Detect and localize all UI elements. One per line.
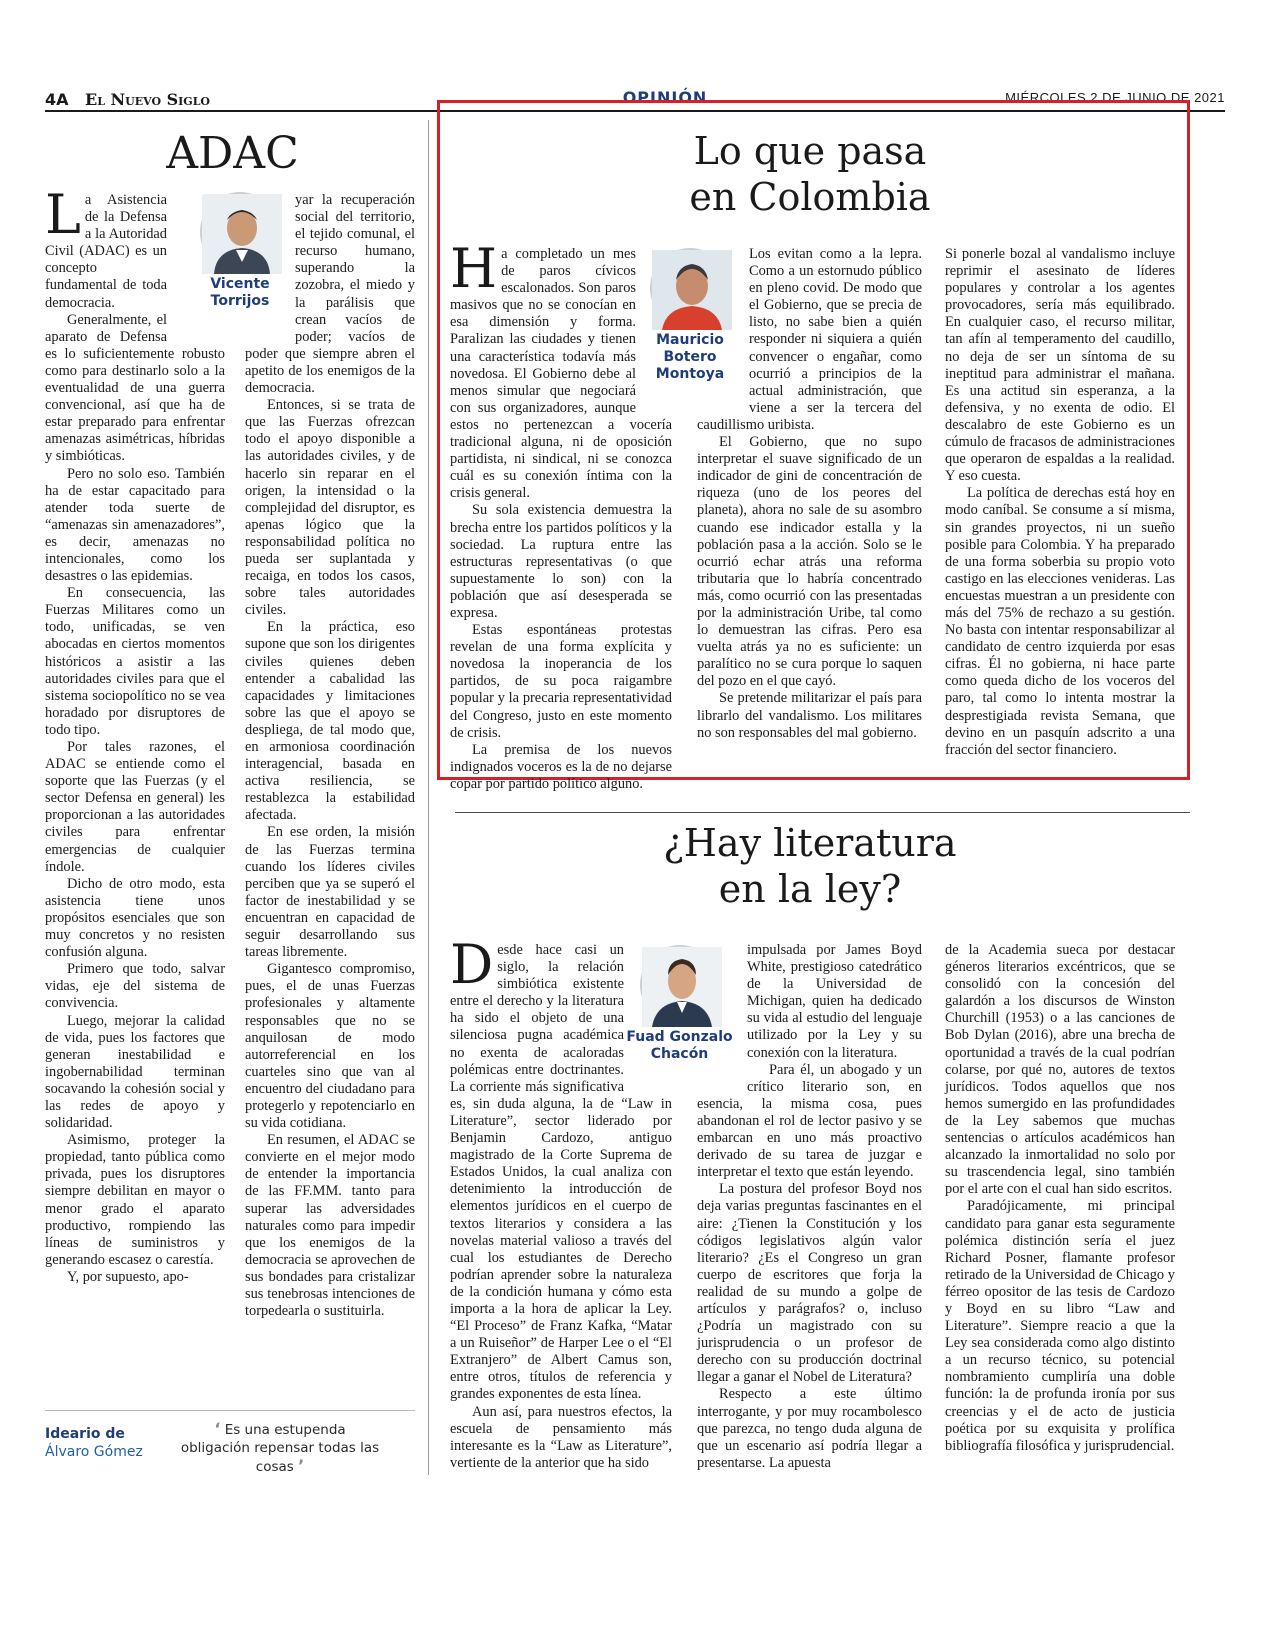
quote-text: Es una estupenda obligación repensar todas las cosas (180, 1422, 380, 1475)
paragraph: impulsada por James Boyd White, prestigioso catedrático de la Universidad de Michigan, quien ha dedicado su vida al estudio del lenguaje utilizado por la Ley y su conexión con la literatura. (747, 942, 922, 1061)
paragraph: Estas espontáneas protestas revelan de una forma explícita y novedosa la inoperancia de los partidos, de su poca raigambre popular y la precaria representatividad del Congreso, justo en este momento de crisis. (450, 622, 672, 741)
paragraph: Entonces, si se trata de que las Fuerzas ofrezcan todo el apoyo disponible a las autoridades civiles, y de hacerlo sin reparar en el origen, la intensidad o la complejidad del disruptor, es apenas lógico que la responsabilidad política no pueda ser suplantada y recaiga, en todos los casos, sobre tales autoridades civiles. (245, 397, 415, 619)
paragraph: Su sola existencia demuestra la brecha entre los partidos políticos y la sociedad. La ruptura entre las estructuras representativas (o que supuestamente lo son) con la población que así desesperada se expresa. (450, 502, 672, 621)
paragraph: En resumen, el ADAC se convierte en el mejor modo de entender la importancia de las FF.MM. tanto para superar las adversidades naturales como para impedir que los enemigos de la democracia se aprovechen de sus bondades para cristalizar sus tenebrosas intenciones de torpedearla o sustituirla. (245, 1132, 415, 1320)
paragraph: Aun así, para nuestros efectos, la escuela de pensamiento más interesante es la “Law as Literature”, vertiente de la anterior que ha sido (450, 1403, 672, 1471)
ideario-title: Ideario de (45, 1426, 125, 1442)
open-quote-icon: ‘ (214, 1419, 221, 1438)
paragraph: Generalmente, el aparato de Defensa es lo suficientemente robusto como para destinarlo solo a la eventualidad de una guerra convencional, así que ha de estar preparado para enfrentar amenazas asimétricas, híbridas y simbióticas. (45, 311, 225, 465)
paragraph: Para él, un abogado y un crítico literario son, en esencia, la misma cosa, pues abandonan el rol de lector pasivo y se embarcan en uno más proactivo derivado de su tarea de juzgar e interpretar el texto que están leyendo. (697, 1061, 922, 1181)
dropcap: L (45, 183, 81, 246)
article-divider (455, 812, 1190, 813)
colombia-column-3 (945, 246, 1175, 771)
paragraph: En ese orden, la misión de las Fuerzas termina cuando los líderes civiles perciben que ya se superó el factor de inestabilidad y se encuentran en capacidad de seguir desarrollando sus tareas libremente. (245, 824, 415, 961)
paragraph: Paradójicamente, mi principal candidato para ganar esta seguramente polémica distinción sería el juez Richard Posner, flamante profesor retirado de la Universidad de Chicago y férreo opositor de las tesis de Cardozo y Boyd en su libro “Law and Literature”. Siempre reacio a que la Ley sea considerada como algo distinto a un recurso técnico, su potencial nombramiento cumpliría una doble función: la de profunda ironía por sus creencias y el de acto de justicia poética por su exquisita y prolífica bibliografía filosófica y jurisprudencial. (945, 1198, 1175, 1454)
colombia-column-2 (697, 246, 922, 771)
paragraph: yar la recuperación social del territorio, el tejido comunal, el recurso humano, superando la zozobra, el miedo y la parálisis que crean vacíos de poder; vacíos de poder que siempre abren el apetito de los enemigos de la democracia. (245, 192, 415, 397)
paragraph: Los evitan como a la lepra. Como a un estornudo público en pleno covid. De modo que el Gobierno, que se precia de listo, no sabe bien a quién responder ni siquiera a quién convencer o engañar, como ocurrió a principios de la actual administración, que viene a ser la tercera del caudillismo uribista. (697, 246, 922, 433)
paragraph: Dicho de otro modo, esta asistencia tiene unos propósitos esenciales que son muy concretos y no resisten confusión alguna. (45, 875, 225, 961)
ideario-box (45, 1425, 143, 1461)
paragraph: Por tales razones, el ADAC se entiende como el soporte que las Fuerzas (y el sector Defensa en general) les proporcionan a las autoridades civiles para enfrentar emergencias de cualquier índole. (45, 739, 225, 875)
ideario-divider (45, 1410, 415, 1411)
paragraph: La premisa de los nuevos indignados voceros es la de no dejarse copar por partido político alguno. (450, 741, 672, 792)
author-name: Vicente Torrijos (210, 276, 270, 309)
paragraph: Desde hace casi un siglo, la relación simbiótica existente entre el derecho y la literatura ha sido el objeto de una silenciosa pugna académica no exenta de acaloradas polémicas entre doctrinantes. La corriente más significativa es, sin duda alguna, la de “Law in Literature”, sector liderado por Benjamin Cardozo, antiguo magistrado de la Corte Suprema de Estados Unidos, la cual analiza con detenimiento la introducción de elementos jurídicos en el cuerpo de textos literarios y considera a las novelas material valioso a través del cual los estudiantes de Derecho podrían aprender sobre la naturaleza de la condición humana y cómo esta importa a la hora de aplicar la Ley. “El Proceso” de Franz Kafka, “Matar a un Ruiseñor” de Harper Lee o el “El Extranjero” de Albert Camus son, entre otros, títulos de referencia y grandes exponentes de esta línea. (450, 933, 672, 1403)
paragraph: Pero no solo eso. También ha de estar capacitado para atender toda suerte de “amenazas sin amenazadores”, es decir, amenazas no intencionales, como los desastres o las epidemias. (45, 465, 225, 585)
paragraph: Respecto a este último interrogante, y por muy rocambolesco que parezca, no tengo duda alguna de que un escenario así podría llegar a presentarse. La apuesta (697, 1386, 922, 1471)
page-number: 4A (45, 90, 69, 109)
paragraph: de la Academia sueca por destacar géneros literarios excéntricos, que se consolidó con la concesión del galardón a los discursos de Winston Churchill (1953) o a las canciones de Bob Dylan (2016), abre una brecha de oportunidad a través de la cual podrían colarse, por qué no, autores de textos jurídicos. Todos aquellos que nos hemos sumergido en las profundidades de la Ley sabemos que muchas sentencias o artículos académicos han alcanzado la inmortalidad no solo por su trascendencia legal, sino también por el arte con el cual han sido escritos. (945, 942, 1175, 1198)
publication-date: MIÉRCOLES 2 DE JUNIO DE 2021 (1005, 90, 1225, 105)
paragraph: Ha completado un mes de paros cívicos escalonados. Son paros masivos que no se conocían en esa dimensión y forma. Paralizan las ciudades y tienen una característica todavía más novedosa. El Gobierno debe al menos simular que negociará con sus organizadores, aunque estos no pertenezcan a vocería tradicional alguna, ni de oposición partidista, ni sindical, ni se conozca cuál es su conexión íntima con la crisis general. (450, 237, 672, 502)
paragraph: Si ponerle bozal al vandalismo incluye reprimir el asesinato de líderes populares y controlar a los agentes provocadores, sería más equilibrado. En cualquier caso, el recurso militar, tan afín al temperamento del caudillo, no deja de ser un síntoma de su ineptitud para administrar el mañana. Es una actitud sin esperanza, a la defensiva, y no exenta de odio. El descalabro de este Gobierno es un cúmulo de fracasos de administraciones que operaron de espaldas a la realidad. Y eso cuesta. (945, 246, 1175, 485)
colombia-column-1 (450, 237, 672, 792)
paragraph: Y, por supuesto, apo- (67, 1268, 189, 1285)
column-divider (428, 120, 429, 1475)
dropcap: H (450, 237, 498, 300)
literatura-column-2 (697, 942, 922, 1482)
adac-column-1 (45, 183, 225, 1384)
paragraph: Asimismo, proteger la propiedad, tanto pública como privada, pues los disruptores siempre debilitan en mayor o menor grado el aparato productivo, rompiendo las líneas de suministros y generando escasez o carestía. (45, 1132, 225, 1268)
close-quote-icon: ’ (298, 1456, 305, 1475)
paragraph: Se pretende militarizar el país para librarlo del vandalismo. Los militares no son responsables del mal gobierno. (697, 690, 922, 741)
paragraph: Luego, mejorar la calidad de vida, pues los factores que generan inestabilidad e ingobernabilidad terminan socavando la cohesión social y las redes de apoyo y solidaridad. (45, 1012, 225, 1132)
paragraph: La postura del profesor Boyd nos deja varias preguntas fascinantes en el aire: ¿Tienen la Constitución y los códigos legislativos algún valor literario? ¿Es el Congreso un gran cuerpo de escritores que forja la realidad de su mundo a golpe de artículos y parágrafos? o, incluso ¿Podría un magistrado con su jurisprudencia o un profesor de derecho con su producción doctrinal llegar a ganar el Nobel de Literatura? (697, 1181, 922, 1386)
paragraph: La Asistencia de la Defensa a la Autoridad Civil (ADAC) es un concepto fundamental de toda democracia. (45, 183, 167, 311)
ideario-author: Álvaro Gómez (45, 1444, 143, 1460)
paragraph: Primero que todo, salvar vidas, eje del sistema de convivencia. (45, 961, 225, 1012)
section-title: OPINIÓN (622, 88, 708, 107)
literatura-headline: ¿Hay literatura en la ley? (663, 821, 957, 911)
paragraph: El Gobierno, que no supo interpretar el suave significado de un indicador de gini de concentración de riqueza (uno de los peores del planeta), ahora no sale de su asombro cuando ese indicador estalla y la población pasa a la acción. Solo se le ocurrió echar atrás una reforma tributaria que lo habría concentrado más, como ocurrió con las presentadas por la administración Uribe, tal como lo demuestran las cifras. Pero esa vuelta atrás ya no es suficiente: un paralítico no se cura porque lo saquen del pozo en el que cayó. (697, 434, 922, 690)
paragraph: En consecuencia, las Fuerzas Militares como un todo, unificadas, se ven abocadas en ciertos momentos históricos a asistir a las autoridades civiles para que el sistema sociopolítico no se vea horadado por disruptores de todo tipo. (45, 585, 225, 738)
literatura-column-3 (945, 942, 1175, 1482)
ideario-quote (180, 1420, 380, 1476)
dropcap: D (450, 933, 494, 996)
author-name: Fuad Gonzalo Chacón (626, 1029, 733, 1062)
adac-headline: ADAC (166, 128, 299, 179)
literatura-column-1 (450, 933, 672, 1482)
colombia-headline: Lo que pasa en Colombia (689, 129, 931, 219)
adac-column-2 (245, 192, 415, 1384)
paragraph: En la práctica, eso supone que son los dirigentes civiles quienes deben entender a cabalidad las capacidades y limitaciones sobre las que el apoyo se despliega, de tal modo que, en armoniosa coordinación interagencial, basada en activa resiliencia, se restablezca la estabilidad afectada. (245, 619, 415, 824)
paragraph: La política de derechas está hoy en modo caníbal. Se consume a sí misma, sin grandes proyectos, ni un sueño posible para Colombia. Y ha preparado de una forma soberbia su propio voto castigo en las elecciones venideras. Las encuestas muestran a un presidente con más del 75% de rechazo a su gestión. No basta con intentar responsabilizar al candidato de centro izquierda por esas cifras. Él no gobierna, ni hace parte como queda dicho de los voceros del paro, tal como lo intenta mostrar la desprestigiada revista Semana, que devino en un pasquín adscrito a una fracción del sector financiero. (945, 485, 1175, 758)
author-name: Mauricio Botero Montoya (655, 332, 725, 382)
paragraph: Gigantesco compromiso, pues, el de unas Fuerzas profesionales y altamente responsables que no se anquilosan de modo autorreferencial en los cuarteles sino que van al encuentro del ciudadano para protegerlo y repotenciarlo en su vida cotidiana. (245, 961, 415, 1132)
newspaper-name: El Nuevo Siglo (85, 90, 211, 109)
